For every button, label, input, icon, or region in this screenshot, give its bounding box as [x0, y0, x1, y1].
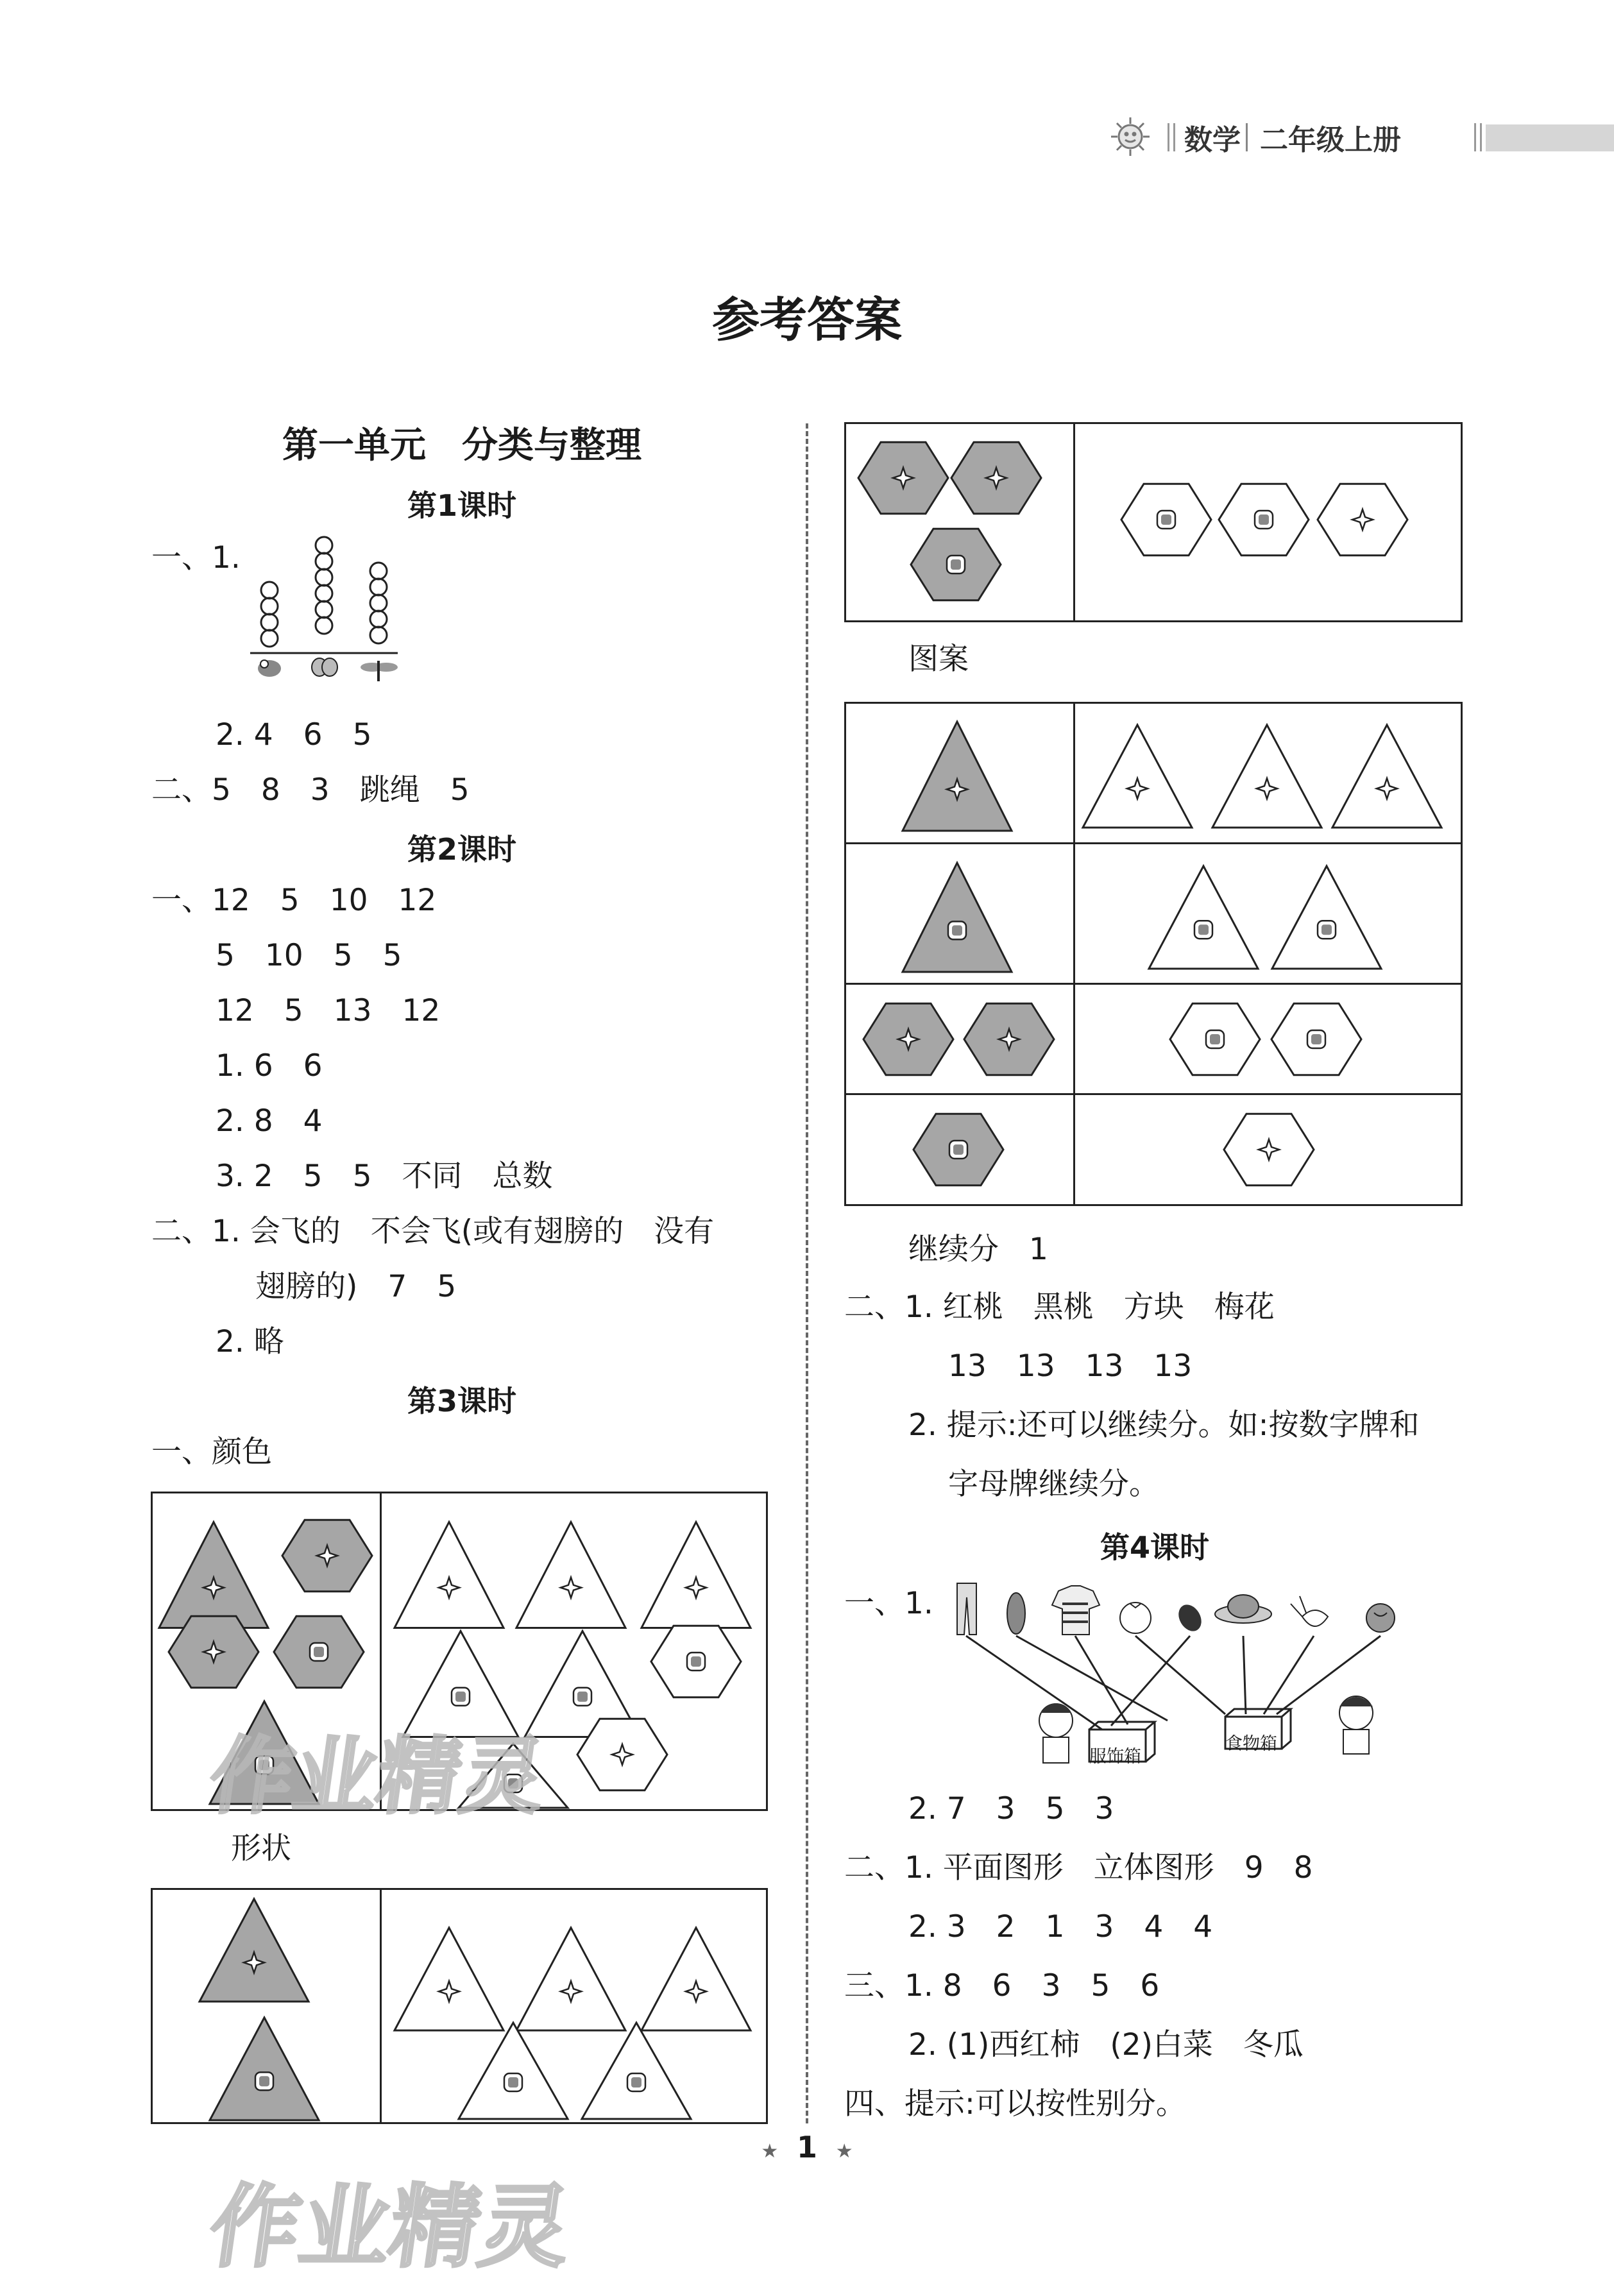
l3-shape: 形状 — [231, 1831, 291, 1866]
dot-mark-inner — [951, 559, 961, 570]
continue-label: 继续分 1 — [908, 1232, 1048, 1267]
dot-mark-inner — [455, 1692, 466, 1702]
pattern-label: 图案 — [908, 642, 969, 677]
dot-mark-inner — [259, 2076, 269, 2086]
page-number: 1 — [796, 2130, 817, 2164]
dot-mark-inner — [577, 1692, 588, 1702]
lesson-2-heading: 第2课时 — [407, 832, 516, 867]
dot-mark-inner — [1210, 1034, 1220, 1044]
r1: 二、1. 红桃 黑桃 方块 梅花 — [844, 1289, 1275, 1325]
l2-i: 2. 略 — [216, 1324, 284, 1359]
triangle-shape — [210, 2018, 319, 2120]
dot-mark-inner — [631, 2077, 641, 2088]
l2-f: 3. 2 5 5 不同 总数 — [216, 1159, 553, 1194]
page-number-wrap — [0, 2130, 1614, 2164]
r7: 2. 3 2 1 3 4 4 — [908, 1909, 1213, 1944]
header-subject: 数学 — [1184, 124, 1241, 157]
l1-q1: 一、1. — [151, 540, 241, 575]
dot-mark-inner — [508, 2077, 518, 2088]
star-icon: ★ — [761, 2140, 779, 2163]
l2-c: 12 5 13 12 — [216, 993, 441, 1028]
watermark-mid: 作业精灵 — [203, 1728, 552, 1825]
lesson-1-heading: 第1课时 — [407, 488, 516, 523]
r5: 2. 7 3 5 3 — [908, 1791, 1114, 1826]
l2-h: 翅膀的) 7 5 — [255, 1269, 457, 1304]
lesson-4-heading: 第4课时 — [1100, 1530, 1209, 1565]
triangle-shape — [582, 2023, 691, 2119]
star-icon: ★ — [835, 2140, 853, 2163]
page-title: 参考答案 — [712, 293, 902, 348]
triangle-shape — [1149, 866, 1258, 969]
r10: 四、提示:可以按性别分。 — [844, 2086, 1186, 2122]
r4: 字母牌继续分。 — [948, 1467, 1159, 1502]
l2-d: 1. 6 6 — [216, 1048, 323, 1084]
watermark-bottom: 作业精灵 — [203, 2175, 577, 2280]
triangle-shape — [903, 722, 1012, 831]
dot-mark-inner — [1259, 514, 1269, 525]
box1-label: 服饰箱 — [1089, 1747, 1141, 1767]
dot-mark-inner — [1311, 1034, 1321, 1044]
dot-mark-inner — [691, 1656, 701, 1667]
header-grade: 二年级上册 — [1260, 124, 1401, 157]
r9: 2. (1)西红柿 (2)白菜 冬瓜 — [908, 2027, 1304, 2062]
l1-q1-2: 2. 4 6 5 — [216, 717, 372, 753]
triangle-shape — [459, 2023, 568, 2119]
l2-a: 一、12 5 10 12 — [151, 883, 437, 918]
r2: 13 13 13 13 — [948, 1348, 1193, 1384]
unit-title: 第一单元 分类与整理 — [282, 424, 641, 466]
r8: 三、1. 8 6 3 5 6 — [844, 1968, 1160, 2003]
lesson-3-heading: 第3课时 — [407, 1384, 516, 1418]
r3: 2. 提示:还可以继续分。如:按数字牌和 — [908, 1407, 1420, 1443]
dot-mark-inner — [953, 1144, 964, 1155]
l2-b: 5 10 5 5 — [216, 938, 402, 973]
dot-mark-inner — [1321, 924, 1332, 935]
l1-q2: 二、5 8 3 跳绳 5 — [151, 772, 470, 808]
dot-mark-inner — [314, 1647, 324, 1657]
dot-mark-inner — [1198, 924, 1209, 935]
r6: 二、1. 平面图形 立体图形 9 8 — [844, 1850, 1313, 1885]
l4-q1: 一、1. — [844, 1586, 933, 1621]
box2-label: 食物箱 — [1225, 1734, 1277, 1754]
l3-q1: 一、颜色 — [151, 1434, 272, 1470]
l2-e: 2. 8 4 — [216, 1103, 323, 1139]
dot-mark-inner — [1161, 514, 1171, 525]
dot-mark-inner — [952, 925, 962, 935]
triangle-shape — [903, 863, 1012, 972]
triangle-shape — [1272, 866, 1381, 969]
l2-g: 二、1. 会飞的 不会飞(或有翅膀的 没有 — [151, 1214, 715, 1249]
